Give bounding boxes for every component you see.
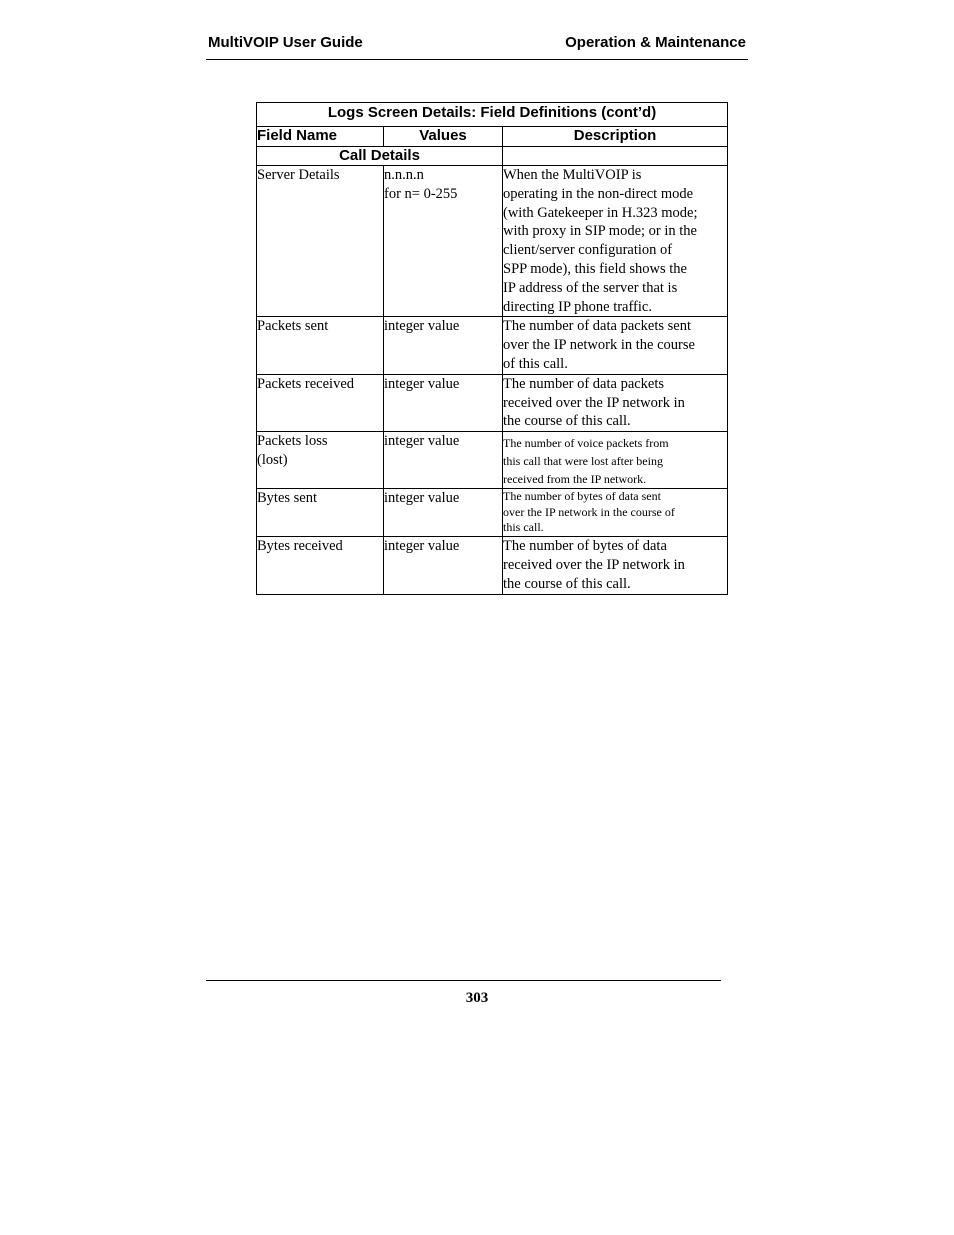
description-cell [503, 537, 728, 594]
table-row [257, 166, 728, 317]
value-line: integer value [384, 318, 460, 335]
description-line: over the IP network in the course [503, 337, 695, 354]
values-cell [384, 432, 503, 489]
table-row [257, 537, 728, 594]
field-definitions-table [256, 102, 728, 595]
values-cell [384, 166, 503, 317]
description-line: the course of this call. [503, 575, 631, 592]
description-cell [503, 489, 728, 537]
values-cell [384, 317, 503, 374]
table-row [257, 432, 728, 489]
page-header [206, 33, 748, 60]
field-name-cell [257, 432, 384, 489]
table-row [257, 489, 728, 537]
column-header-field-name: Field Name [257, 127, 384, 147]
description-line: of this call. [503, 355, 568, 372]
description-line: directing IP phone traffic. [503, 298, 652, 315]
description-line: The number of bytes of data [503, 538, 667, 555]
field-name-cell: Server Details [257, 166, 384, 317]
field-name-line: Packets loss [257, 433, 328, 450]
description-line: the course of this call. [503, 413, 631, 430]
description-line: The number of data packets [503, 375, 665, 392]
field-name-cell: Bytes sent [257, 489, 384, 537]
description-cell [503, 374, 728, 431]
description-line: over the IP network in the course of [503, 504, 675, 519]
values-cell [384, 489, 503, 537]
table-row [257, 374, 728, 431]
values-cell [384, 537, 503, 594]
field-name-line: (lost) [257, 451, 288, 468]
document-title: MultiVOIP User Guide [208, 34, 363, 51]
description-cell [503, 432, 728, 489]
value-line: n.n.n.n [384, 167, 424, 183]
description-line: this call that were lost after being [503, 454, 663, 469]
table-title: Logs Screen Details: Field Definitions (cont’d) [257, 103, 728, 127]
value-line: for n= 0-255 [384, 185, 458, 202]
description-cell [503, 166, 728, 317]
description-line: this call. [503, 520, 544, 535]
description-line: client/server configuration of [503, 242, 673, 259]
field-name-cell: Bytes received [257, 537, 384, 594]
page-number: 303 [465, 990, 489, 1006]
description-line: with proxy in SIP mode; or in the [503, 223, 697, 240]
column-header-description: Description [503, 127, 728, 147]
table-row [257, 317, 728, 374]
section-heading: Call Details [257, 147, 503, 166]
description-line: The number of voice packets from [503, 436, 669, 451]
field-name-cell: Packets received [257, 374, 384, 431]
description-line: When the MultiVOIP is [503, 167, 642, 183]
value-line: integer value [384, 375, 460, 392]
value-line: integer value [384, 538, 460, 555]
description-cell [503, 317, 728, 374]
values-cell [384, 374, 503, 431]
description-line: SPP mode), this field shows the [503, 260, 687, 277]
description-line: received from the IP network. [503, 472, 647, 487]
description-line: received over the IP network in [503, 556, 685, 573]
value-line: integer value [384, 490, 460, 507]
value-line: integer value [384, 433, 460, 450]
footer-rule [206, 980, 721, 981]
section-heading-empty-cell [503, 147, 728, 166]
chapter-title: Operation & Maintenance [565, 34, 746, 51]
description-line: (with Gatekeeper in H.323 mode; [503, 204, 698, 221]
description-line: received over the IP network in [503, 394, 685, 411]
description-line: The number of data packets sent [503, 318, 692, 335]
field-name-cell: Packets sent [257, 317, 384, 374]
column-header-values: Values [384, 127, 503, 147]
description-line: IP address of the server that is [503, 279, 678, 296]
description-line: The number of bytes of data sent [503, 489, 661, 504]
description-line: operating in the non-direct mode [503, 185, 694, 202]
